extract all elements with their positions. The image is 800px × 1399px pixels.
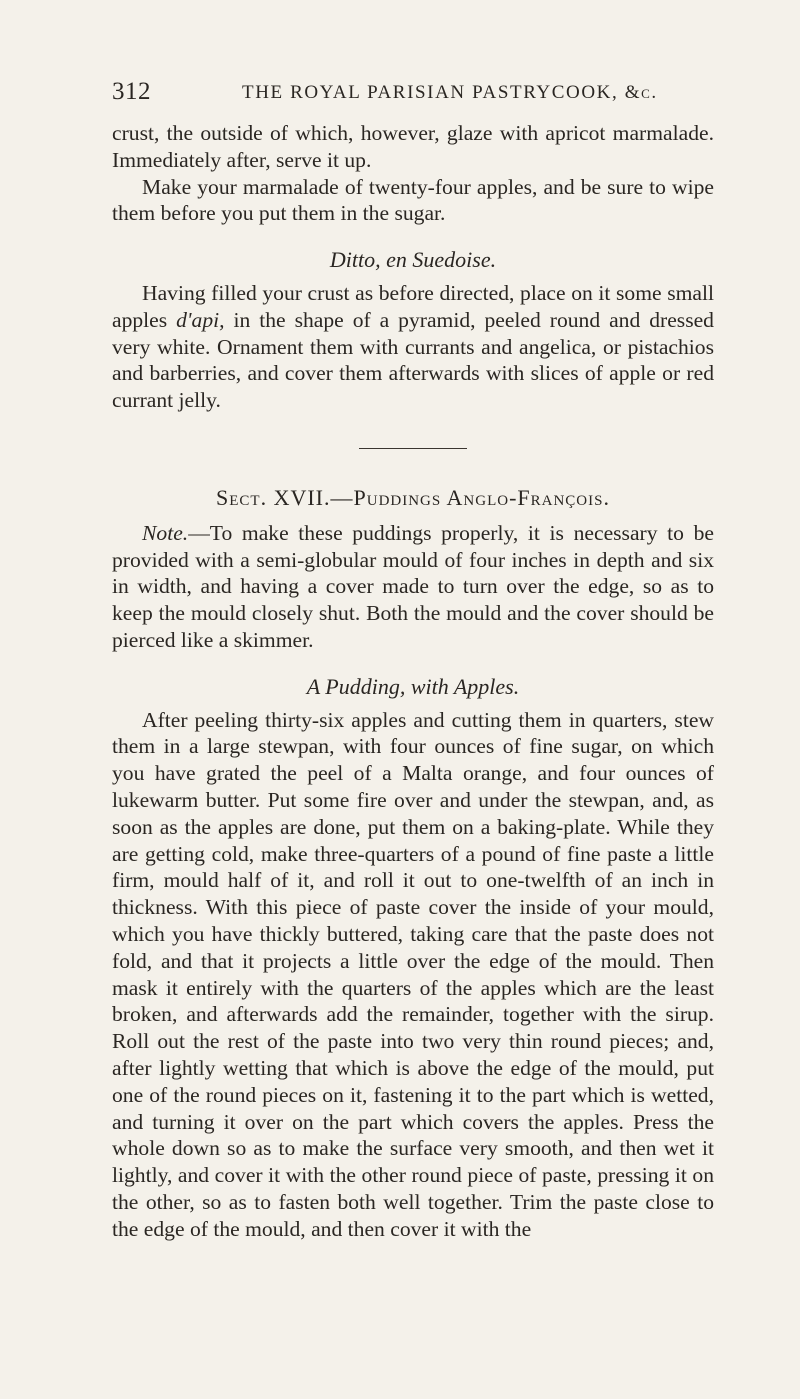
paragraph-suedoise-start: Having filled your crust as before directed, place on it some small apples	[112, 280, 714, 332]
subheading-pudding: A Pudding, with Apples.	[306, 673, 520, 699]
subheading-ditto: Ditto, en Suedoise.	[329, 247, 497, 273]
paragraph-suedoise	[112, 280, 714, 414]
text-column	[112, 120, 714, 1242]
running-head: THE ROYAL PARISIAN PASTRYCOOK, &c.	[242, 82, 658, 103]
note-text: —To make these puddings properly, it is necessary to be provided with a semi-globular mould of four inches in depth and six in width, and having a cover made to turn over the edge, so as to keep the mould closely shut. Both the mould and the cover should be pierced like a skimmer.	[112, 520, 714, 652]
note-label: Note.	[142, 520, 189, 545]
section-heading	[112, 485, 714, 512]
section-dash: —	[330, 484, 354, 510]
paragraph-suedoise-rest: in the shape of a pyramid, peeled round and dressed very white. Ornament them with currants and angelica, or pistachios and barberries, and cover them afterwards with slices of apple or red currant jelly.	[112, 307, 714, 413]
section-label: Sect. XVII.	[216, 484, 331, 510]
section-title: Puddings Anglo-François.	[353, 484, 610, 510]
section-divider	[359, 448, 467, 449]
paragraph-marmalade: Make your marmalade of twenty-four apples, and be sure to wipe them before you put them in the sugar.	[112, 174, 714, 226]
paragraph-pudding-method: After peeling thirty-six apples and cutting them in quarters, stew them in a large stewpan, with four ounces of fine sugar, on which you have grated the peel of a Malta orange, and four ounces of lukewarm butter. Put some fire over and under the stewpan, and, as soon as the apples are done, put them on a baking-plate. While they are getting cold, make three-quarters of a pound of fine paste a little firm, mould half of it, and roll it out to one-twelfth of an inch in thickness. With this piece of paste cover the inside of your mould, which you have thickly buttered, taking care that the paste does not fold, and that it projects a little over the edge of the mould. Then mask it entirely with the quarters of the apples which are the least broken, and afterwards add the remainder, together with the sirup. Roll out the rest of the paste into two very thin round pieces; and, after lightly wetting that which is above the edge of the mould, put one of the round pieces on it, fastening it to the part which is wetted, and turning it over on the part which covers the apples. Press the whole down so as to make the surface very smooth, and then wet it lightly, and cover it with the other round piece of paste, pressing it on the other, so as to fasten both well together. Trim the paste close to the edge of the mould, and then cover it with the	[112, 707, 714, 1241]
dapi-italic: d'api,	[176, 307, 225, 332]
paragraph-note	[112, 520, 714, 654]
paragraph-continuation: crust, the outside of which, however, glaze with apricot marmalade. Immediately after, serve it up.	[112, 121, 714, 172]
page-header	[112, 78, 712, 118]
page-number: 312	[112, 78, 151, 105]
